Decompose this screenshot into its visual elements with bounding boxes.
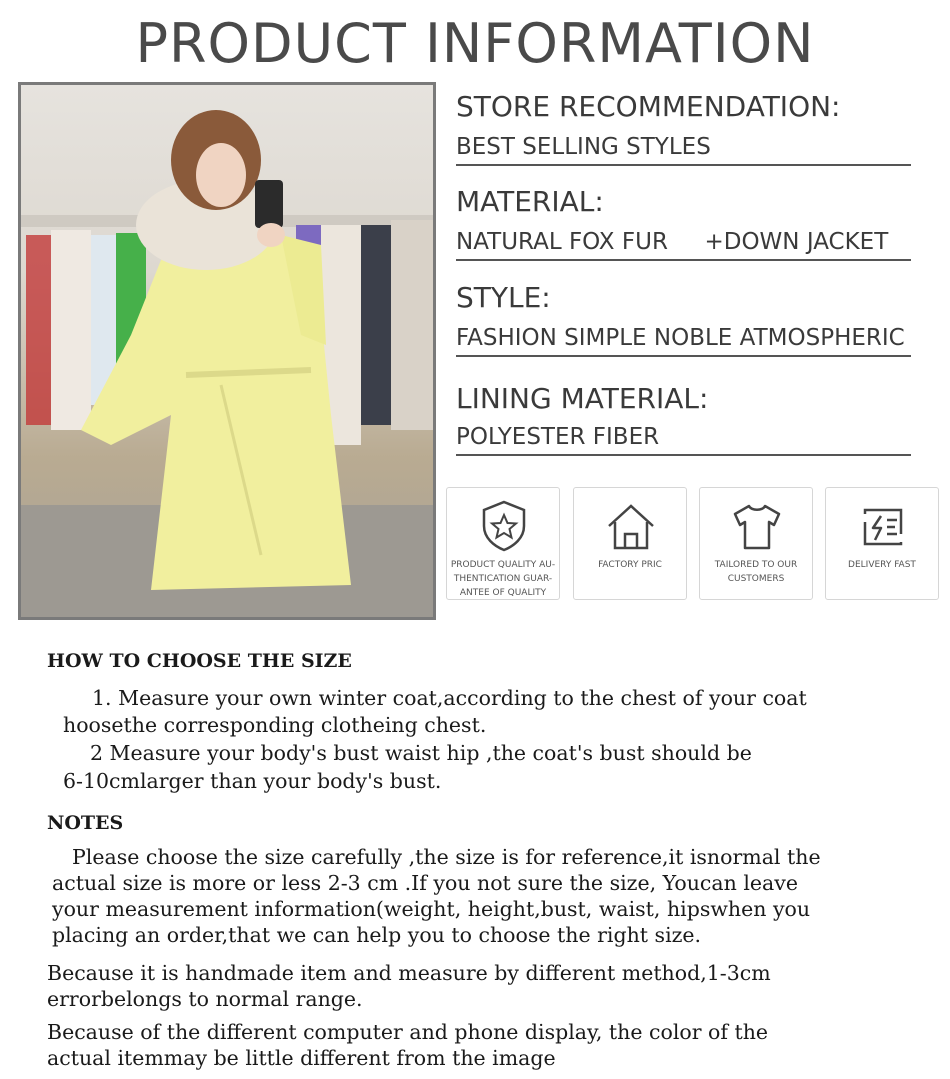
badge-text: FACTORY PRIC bbox=[598, 560, 662, 570]
notes-line: placing an order,that we can help you to choose the right size. bbox=[52, 923, 702, 947]
size-guide-heading: HOW TO CHOOSE THE SIZE bbox=[47, 650, 352, 672]
spec-style bbox=[456, 281, 911, 357]
display-note-line: Because of the different computer and phone display, the color of the bbox=[47, 1020, 769, 1044]
spec-label: LINING MATERIAL: bbox=[456, 382, 709, 415]
tshirt-icon bbox=[729, 498, 785, 554]
spec-label: STORE RECOMMENDATION: bbox=[456, 90, 841, 123]
badge-text: TAILORED TO OUR CUSTOMERS bbox=[714, 560, 798, 584]
badge-text: PRODUCT QUALITY AU- THENTICATION GUAR- ANTEE OF QUALITY bbox=[450, 560, 556, 598]
spec-value: NATURAL FOX FUR +DOWN JACKET bbox=[456, 227, 911, 261]
size-guide-line: 2 Measure your body's bust waist hip ,the coat's bust should be bbox=[90, 741, 752, 765]
badge-factory-price bbox=[573, 487, 687, 600]
handmade-note-line: Because it is handmade item and measure by different method,1-3cm bbox=[47, 961, 771, 985]
badge-quality bbox=[446, 487, 560, 600]
spec-value: FASHION SIMPLE NOBLE ATMOSPHERIC bbox=[456, 323, 911, 357]
spec-value: BEST SELLING STYLES bbox=[456, 132, 911, 166]
lightning-icon bbox=[855, 498, 911, 554]
size-guide-line: hoosethe corresponding clotheing chest. bbox=[63, 713, 487, 737]
spec-value: POLYESTER FIBER bbox=[456, 422, 911, 456]
display-note-line: actual itemmay be little different from the image bbox=[47, 1046, 556, 1070]
notes-line: your measurement information(weight, height,bust, waist, hipswhen you bbox=[52, 897, 811, 921]
spec-label: STYLE: bbox=[456, 281, 551, 314]
badge-delivery bbox=[825, 487, 939, 600]
badge-tailored bbox=[699, 487, 813, 600]
notes-heading: NOTES bbox=[47, 812, 124, 834]
spec-label: MATERIAL: bbox=[456, 185, 604, 218]
notes-line: actual size is more or less 2-3 cm .If you not sure the size, Youcan leave bbox=[52, 871, 798, 895]
size-guide-line: 1. Measure your own winter coat,according to the chest of your coat bbox=[92, 686, 807, 710]
product-photo bbox=[18, 82, 436, 620]
badge-text: DELIVERY FAST bbox=[848, 560, 916, 570]
house-icon bbox=[603, 498, 659, 554]
spec-store-recommendation bbox=[456, 90, 911, 166]
spec-material bbox=[456, 185, 911, 261]
size-guide-line: 6-10cmlarger than your body's bust. bbox=[63, 769, 442, 793]
page-title: PRODUCT INFORMATION bbox=[135, 12, 815, 75]
handmade-note-line: errorbelongs to normal range. bbox=[47, 987, 363, 1011]
notes-line: Please choose the size carefully ,the size is for reference,it isnormal the bbox=[72, 845, 821, 869]
spec-lining-material bbox=[456, 382, 911, 456]
shield-star-icon bbox=[476, 498, 532, 554]
